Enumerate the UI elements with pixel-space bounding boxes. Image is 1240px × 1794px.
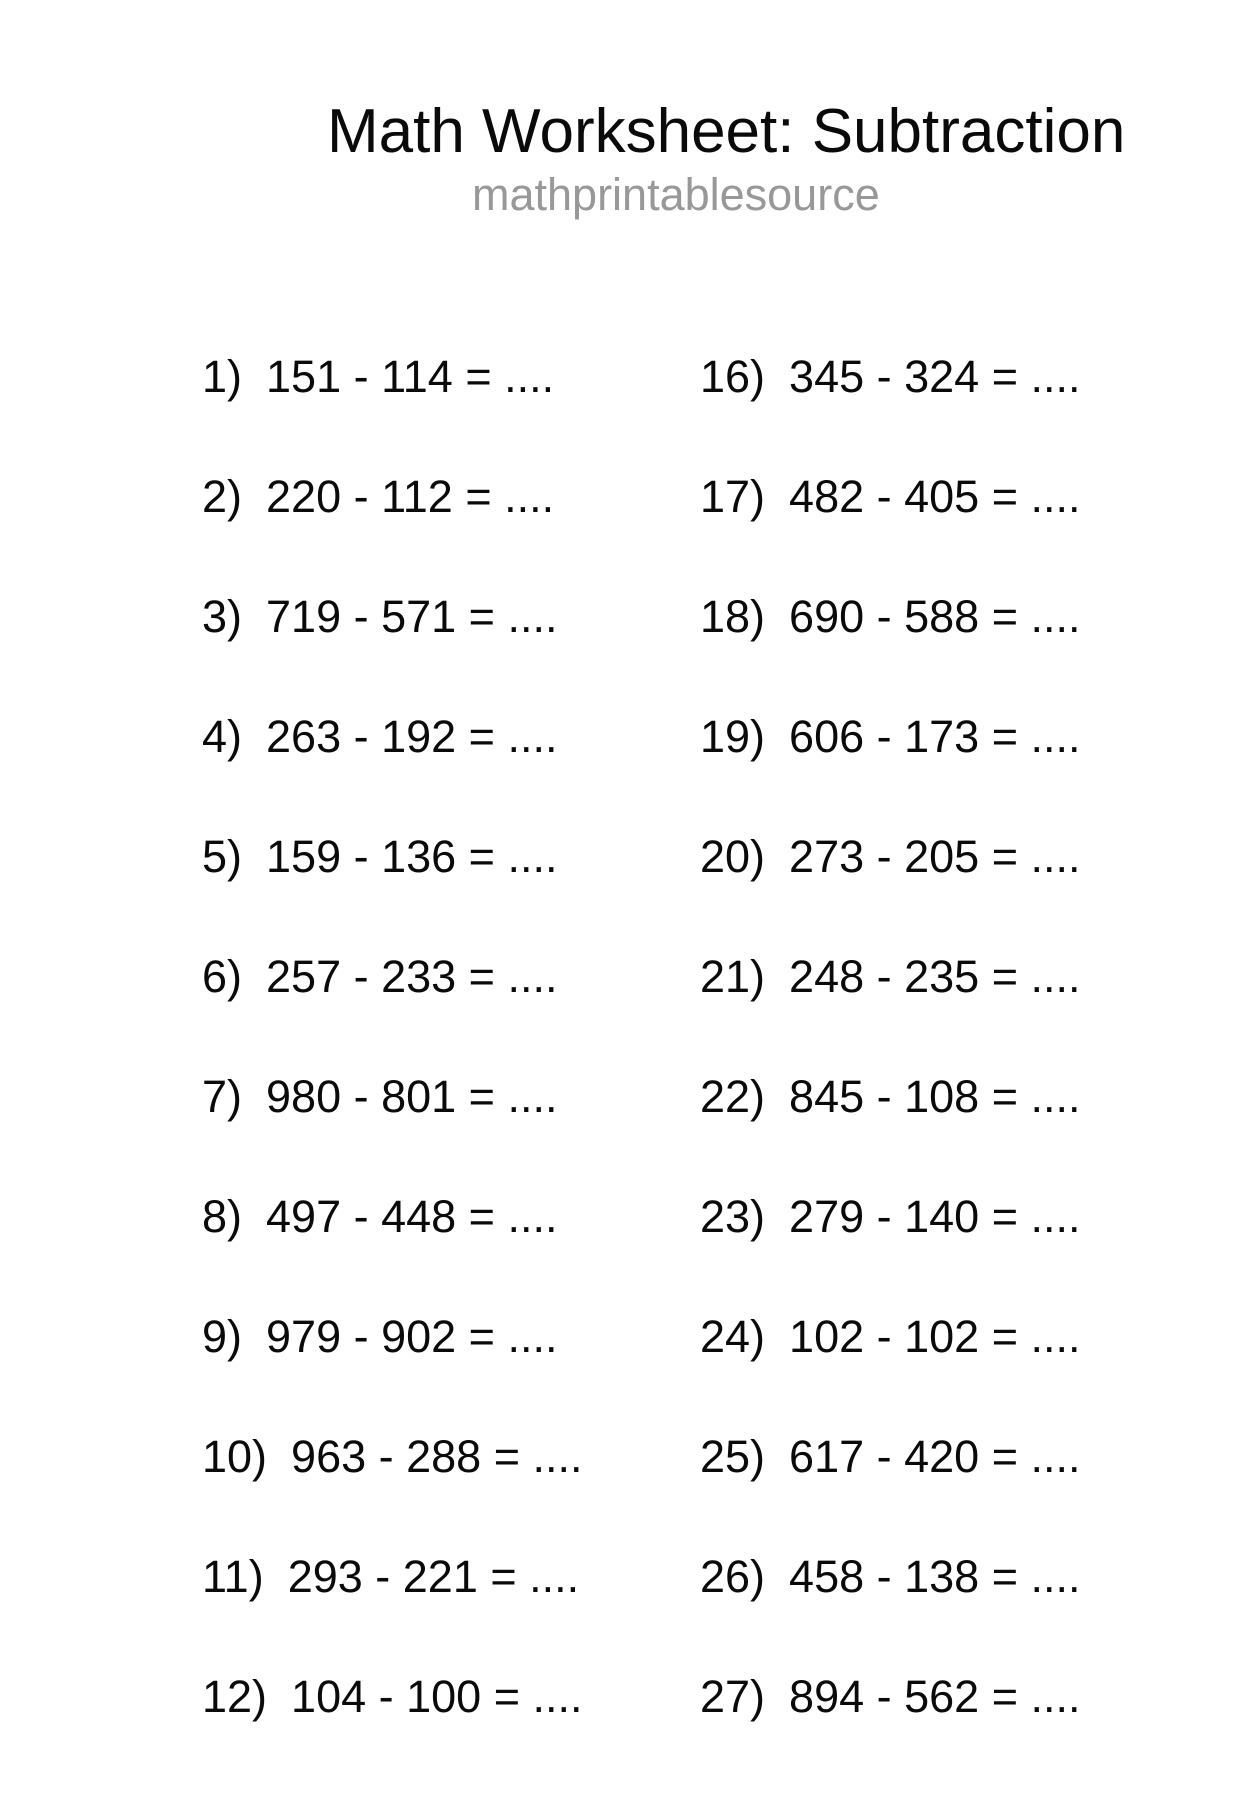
problem-expression: 102 - 102 = ....: [789, 1311, 1081, 1362]
problem-expression: 345 - 324 = ....: [789, 351, 1081, 402]
problem-row: [700, 351, 1081, 474]
problem-number: 20): [700, 831, 766, 882]
problem-number: 25): [700, 1431, 766, 1482]
problem-number: 4): [202, 711, 243, 762]
problem-expression: 980 - 801 = ....: [266, 1071, 558, 1122]
problem-number: 12): [202, 1671, 268, 1722]
problem-expression: 979 - 902 = ....: [266, 1311, 558, 1362]
problem-expression: 273 - 205 = ....: [789, 831, 1081, 882]
problem-row: [700, 471, 1081, 594]
problem-number: 16): [700, 351, 766, 402]
problem-number: 7): [202, 1071, 243, 1122]
problem-expression: 263 - 192 = ....: [266, 711, 558, 762]
problem-number: 18): [700, 591, 766, 642]
problem-expression: 458 - 138 = ....: [789, 1551, 1081, 1602]
problem-number: 1): [202, 351, 243, 402]
problem-number: 21): [700, 951, 766, 1002]
problem-row: [202, 711, 583, 834]
problem-number: 10): [202, 1431, 268, 1482]
problem-expression: 845 - 108 = ....: [789, 1071, 1081, 1122]
problem-row: [202, 1671, 583, 1794]
problem-column-left: [202, 351, 583, 1794]
problem-expression: 690 - 588 = ....: [789, 591, 1081, 642]
problem-number: 9): [202, 1311, 243, 1362]
problem-expression: 104 - 100 = ....: [291, 1671, 583, 1722]
problem-expression: 617 - 420 = ....: [789, 1431, 1081, 1482]
problem-number: 22): [700, 1071, 766, 1122]
problem-expression: 279 - 140 = ....: [789, 1191, 1081, 1242]
problem-expression: 606 - 173 = ....: [789, 711, 1081, 762]
problem-number: 6): [202, 951, 243, 1002]
problem-expression: 257 - 233 = ....: [266, 951, 558, 1002]
problem-row: [202, 1071, 583, 1194]
problem-expression: 719 - 571 = ....: [266, 591, 558, 642]
problem-row: [700, 1071, 1081, 1194]
problem-expression: 151 - 114 = ....: [266, 351, 555, 402]
problem-row: [700, 951, 1081, 1074]
problem-row: [700, 1311, 1081, 1434]
problem-expression: 293 - 221 = ....: [287, 1551, 580, 1602]
problem-number: 23): [700, 1191, 766, 1242]
problem-row: [202, 591, 583, 714]
problem-row: [202, 1311, 583, 1434]
problem-row: [202, 1551, 583, 1674]
problem-row: [700, 831, 1081, 954]
problem-expression: 497 - 448 = ....: [266, 1191, 558, 1242]
problem-expression: 482 - 405 = ....: [789, 471, 1081, 522]
problem-row: [700, 1671, 1081, 1794]
page-title: Math Worksheet: Subtraction: [327, 97, 1126, 166]
problem-row: [700, 1191, 1081, 1314]
problem-number: 8): [202, 1191, 243, 1242]
problem-row: [202, 471, 583, 594]
problem-number: 26): [700, 1551, 766, 1602]
problem-expression: 894 - 562 = ....: [789, 1671, 1081, 1722]
problem-row: [202, 1431, 583, 1554]
problem-row: [700, 1551, 1081, 1674]
problem-number: 27): [700, 1671, 766, 1722]
problem-number: 19): [700, 711, 766, 762]
problem-expression: 248 - 235 = ....: [789, 951, 1081, 1002]
problem-number: 17): [700, 471, 766, 522]
problem-row: [700, 591, 1081, 714]
problem-expression: 159 - 136 = ....: [266, 831, 558, 882]
problem-column-right: [700, 351, 1081, 1794]
problem-row: [202, 351, 583, 474]
problem-number: 11): [202, 1551, 264, 1602]
problem-number: 5): [202, 831, 243, 882]
problem-row: [202, 831, 583, 954]
problem-row: [700, 711, 1081, 834]
problem-number: 3): [202, 591, 243, 642]
page-subtitle: mathprintablesource: [472, 169, 880, 220]
problem-row: [202, 951, 583, 1074]
problem-number: 2): [202, 471, 243, 522]
problem-number: 24): [700, 1311, 766, 1362]
problem-row: [202, 1191, 583, 1314]
problem-expression: 963 - 288 = ....: [291, 1431, 583, 1482]
problem-expression: 220 - 112 = ....: [266, 471, 555, 522]
problem-row: [700, 1431, 1081, 1554]
